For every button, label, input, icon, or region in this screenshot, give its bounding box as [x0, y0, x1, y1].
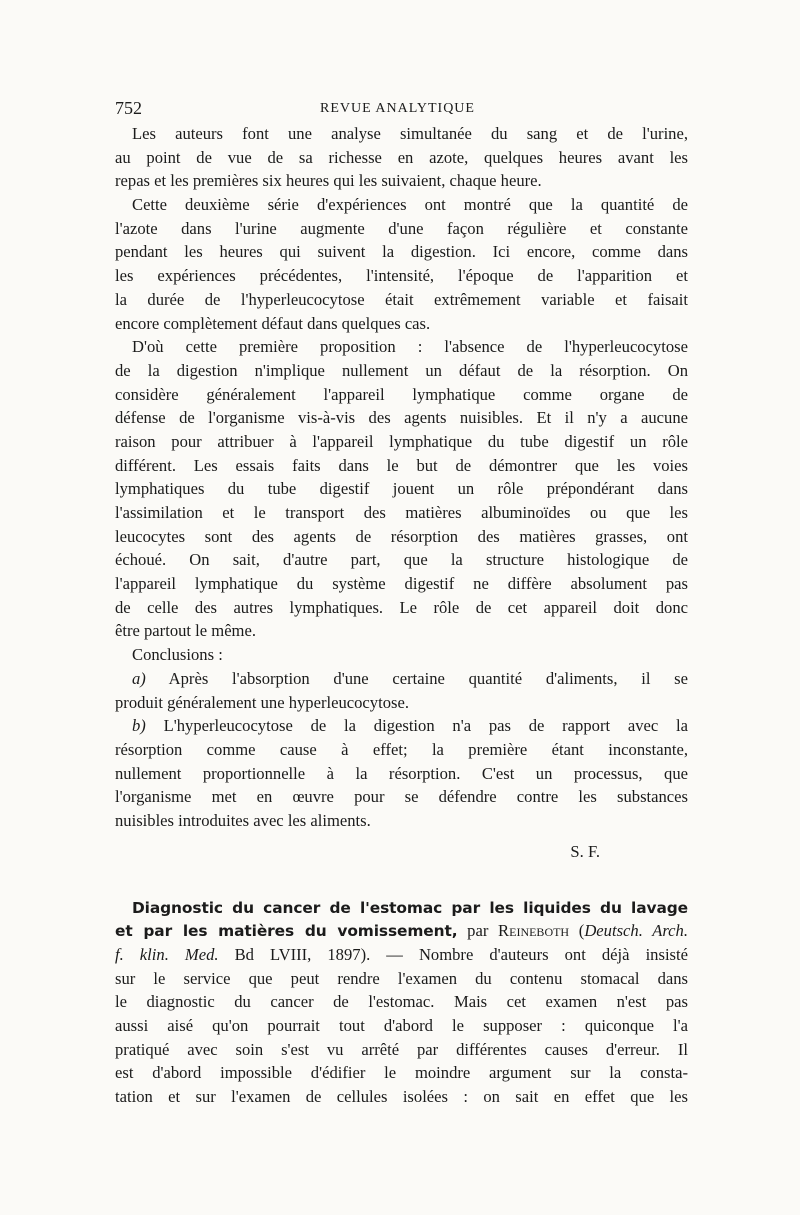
text-line: leucocytes sont des agents de résorption des matières grasses, ont	[115, 526, 688, 546]
text-line: différent. Les essais faits dans le but de démontrer que les voies	[115, 455, 688, 475]
page	[115, 98, 688, 1109]
conclusions-label: Conclusions :	[132, 645, 223, 665]
text-line: pratiqué avec soin s'est vu arrêté par différentes causes d'erreur. Il	[115, 1039, 688, 1059]
text-line: l'appareil lymphatique du système digestif ne diffère absolument pas	[115, 574, 688, 594]
article-title-line	[115, 919, 688, 943]
text-line: pendant les heures qui suivent la digestion. Ici encore, comme dans	[115, 242, 688, 262]
text-line	[115, 714, 688, 738]
text-line: échoué. On sait, d'autre part, que la structure histologique de	[115, 550, 688, 570]
conclusions-heading	[115, 643, 688, 667]
article-reineboth	[115, 896, 688, 1109]
text-line: encore complètement défaut dans quelques cas.	[115, 313, 431, 333]
running-head	[115, 98, 688, 122]
text-line: D'où cette première proposition : l'absence de l'hyperleucocytose	[132, 337, 688, 357]
paragraph-second-series	[115, 193, 688, 335]
text-line: sur le service que peut rendre l'examen du contenu stomacal dans	[115, 968, 688, 988]
journal-name: Deutsch. Arch.	[584, 921, 688, 941]
conclusion-b	[115, 714, 688, 832]
text-line: les expériences précédentes, l'intensité, l'époque de l'apparition et	[115, 266, 688, 286]
paragraph-nitrogen-analysis	[115, 122, 688, 193]
text-line: l'organisme met en œuvre pour se défendre contre les substances	[115, 787, 688, 807]
text-line: repas et les premières six heures qui les suivaient, chaque heure.	[115, 171, 542, 191]
open-paren: (	[569, 921, 585, 941]
citation-text: Bd LVIII, 1897). — Nombre d'auteurs ont déjà insisté	[218, 945, 688, 964]
author-signature: S. F.	[570, 841, 600, 861]
text-line: le diagnostic du cancer de l'estomac. Mais cet examen n'est pas	[115, 992, 688, 1012]
author-name: Reineboth	[498, 921, 570, 941]
journal-name-cont: f. klin. Med.	[115, 945, 219, 964]
text-line: Les auteurs font une analyse simultanée du sang et de l'urine,	[132, 124, 688, 143]
text-line: défense de l'organisme vis-à-vis des agents nuisibles. Et il n'y a aucune	[115, 408, 688, 428]
running-title: REVUE ANALYTIQUE	[320, 101, 475, 116]
text-line	[115, 667, 688, 691]
text-line: raison pour attribuer à l'appareil lymphatique du tube digestif un rôle	[115, 431, 688, 451]
conclusion-b-marker: b)	[132, 716, 146, 736]
text-line: aussi aisé qu'on pourrait tout d'abord le supposer : quiconque l'a	[115, 1016, 688, 1036]
conclusion-a	[115, 667, 688, 714]
text-line: de celle des autres lymphatiques. Le rôle de cet appareil doit donc	[115, 597, 688, 617]
text-line: nuisibles introduites avec les aliments.	[115, 810, 371, 830]
text-line: est d'abord impossible d'édifier le moindre argument sur la consta-	[115, 1063, 688, 1083]
text-line: produit généralement une hyperleucocytose.	[115, 692, 409, 712]
paragraph-first-proposition	[115, 335, 688, 643]
conclusion-a-marker: a)	[132, 668, 146, 688]
section-spacer	[115, 867, 688, 896]
text-line: tation et sur l'examen de cellules isolées : on sait en effet que les	[115, 1087, 688, 1107]
text-line: résorption comme cause à effet; la première étant inconstante,	[115, 739, 688, 759]
text-line: considère généralement l'appareil lymphatique comme organe de	[115, 384, 688, 404]
text-line: la durée de l'hyperleucocytose était extrêmement variable et faisait	[115, 289, 688, 309]
text-line: au point de vue de sa richesse en azote, quelques heures avant les	[115, 147, 688, 167]
text-line: lymphatiques du tube digestif jouent un rôle prépondérant dans	[115, 479, 688, 499]
par-word: par	[457, 921, 499, 941]
page-number: 752	[115, 98, 142, 118]
text-line: Cette deuxième série d'expériences ont montré que la quantité de	[132, 195, 688, 215]
text-line: être partout le même.	[115, 621, 256, 641]
text-line	[115, 943, 688, 967]
text-line: l'azote dans l'urine augmente d'une façon régulière et constante	[115, 218, 688, 238]
article-title-cont: et par les matières du vomissement,	[115, 922, 458, 941]
conclusion-b-text: L'hyperleucocytose de la digestion n'a pas de rapport avec la	[145, 716, 688, 736]
conclusion-a-text: Après l'absorption d'une certaine quantité d'aliments, il se	[145, 668, 688, 688]
article-title: Diagnostic du cancer de l'estomac par les liquides du lavage	[132, 898, 688, 917]
article-title-line	[115, 896, 688, 920]
text-line: nullement proportionnelle à la résorption. C'est un processus, que	[115, 763, 688, 783]
text-line: de la digestion n'implique nullement un défaut de la résorption. On	[115, 360, 688, 380]
text-line: l'assimilation et le transport des matières albuminoïdes ou que les	[115, 503, 688, 522]
